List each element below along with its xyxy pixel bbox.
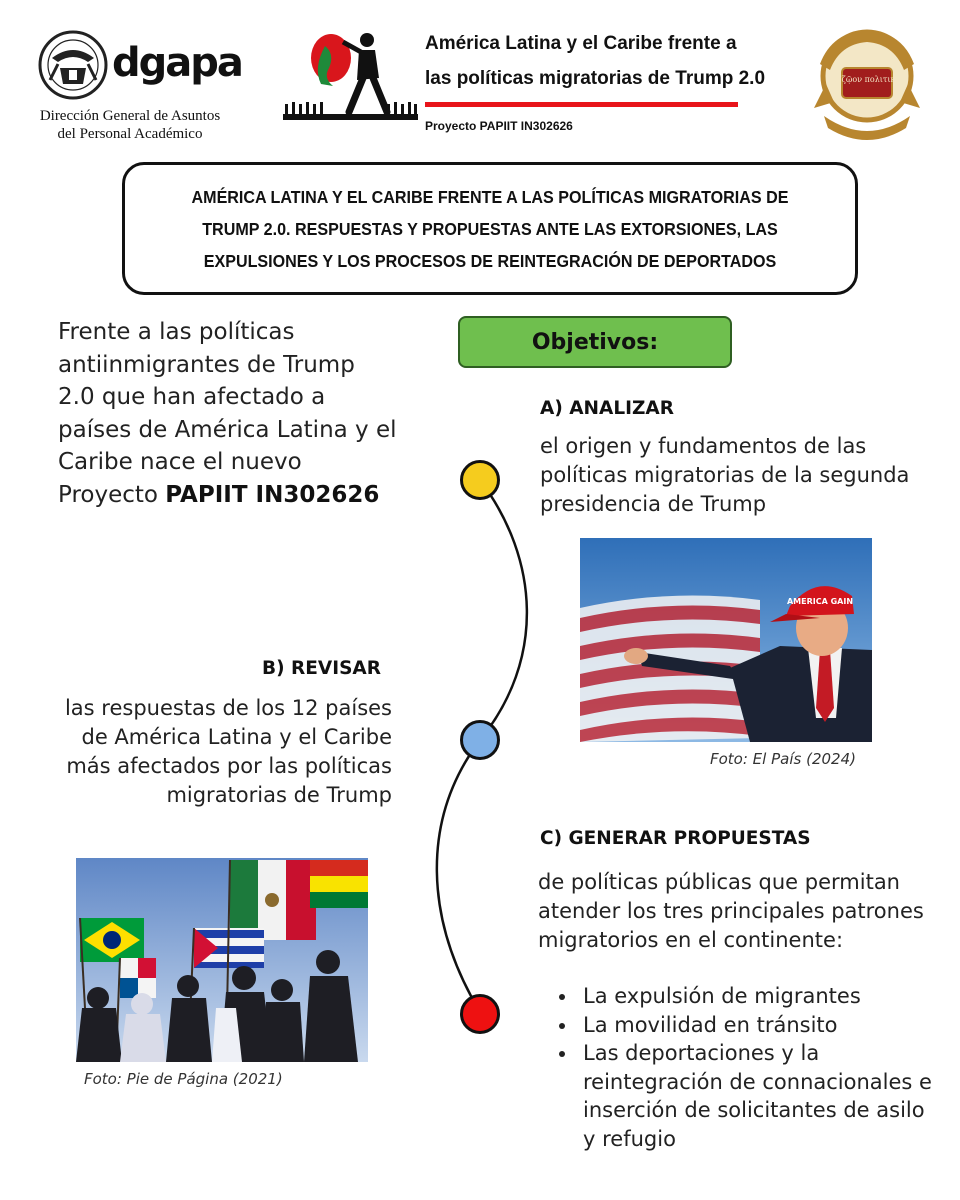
seal-motto: Tὸ ζῷον πολιτικόν — [828, 75, 906, 84]
objective-c-text: de políticas públicas que permitan atender los tres principales patrones migratorios en el continente: — [538, 870, 924, 952]
bullet-item: La expulsión de migrantes — [538, 982, 938, 1011]
flags-photo-caption: Foto: Pie de Página (2021) — [84, 1070, 283, 1088]
bullet-item: La movilidad en tránsito — [538, 1011, 938, 1040]
bullet-item: Las deportaciones y la reintegración de connacionales e inserción de solicitantes de asilo y refugio — [538, 1039, 938, 1153]
timeline-dot-b — [460, 720, 500, 760]
project-title-line-2: las políticas migratorias de Trump 2.0 — [425, 68, 766, 89]
objectives-label: Objetivos: — [458, 316, 732, 368]
migrant-walker-logo — [283, 28, 418, 133]
title-box — [122, 162, 858, 295]
intro-paragraph — [58, 316, 398, 511]
unam-seal-logo — [38, 28, 108, 102]
objective-b-heading: B) REVISAR — [262, 658, 381, 679]
project-title-line-1: América Latina y el Caribe frente a — [425, 33, 737, 54]
dgapa-name-line-1: Dirección General de Asuntos — [39, 108, 221, 124]
timeline-dot-a — [460, 460, 500, 500]
objective-b-text: las respuestas de los 12 países de América Latina y el Caribe más afectados por las políticas migratorias de Trump — [64, 696, 392, 807]
dgapa-name-line-2: del Personal Académico — [57, 126, 203, 142]
latam-flags-photo — [76, 858, 368, 1062]
cap-text: AMERICA GAIN — [786, 597, 854, 606]
trump-photo-caption: Foto: El País (2024) — [710, 750, 856, 768]
dgapa-logo: dgapa — [112, 40, 242, 86]
red-divider-bar — [425, 102, 738, 107]
objective-a-heading: A) ANALIZAR — [540, 398, 674, 419]
trump-photo — [580, 538, 872, 742]
main-title: AMÉRICA LATINA Y EL CARIBE FRENTE A LAS POLÍTICAS MIGRATORIAS DE TRUMP 2.0. RESPUESTAS Y PROPUESTAS ANTE LAS EXTORSIONES, LAS EXPULSIONES Y LOS PROCESOS DE REINTEGRACIÓN DE DEPORTADOS — [191, 186, 789, 271]
intro-project-code: PAPIIT IN302626 — [165, 481, 380, 508]
intro-text: Frente a las políticas antiinmigrantes de Trump 2.0 que han afectado a países de América Latina y el Caribe nace el nuevo Proyecto — [58, 319, 397, 508]
fcps-unam-seal-logo — [812, 24, 922, 140]
objective-c-bullets — [538, 982, 938, 1153]
objective-c-heading: C) GENERAR PROPUESTAS — [540, 828, 811, 849]
project-code: Proyecto PAPIIT IN302626 — [425, 119, 573, 133]
timeline-dot-c — [460, 994, 500, 1034]
objective-a-text: el origen y fundamentos de las políticas migratorias de la segunda presidencia de Trump — [540, 434, 910, 516]
